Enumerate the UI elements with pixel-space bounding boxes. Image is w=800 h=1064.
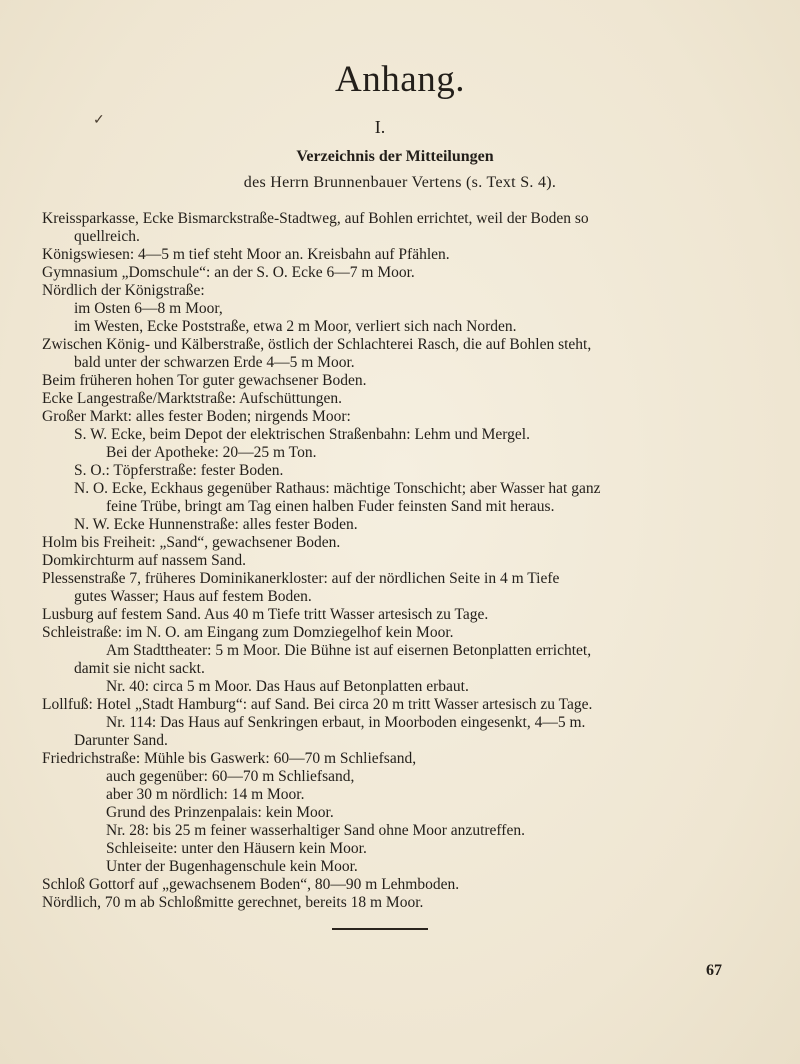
- entry-line: S. W. Ecke, beim Depot der elektrischen Straßenbahn: Lehm und Mergel.: [74, 426, 530, 443]
- entry-line: im Westen, Ecke Poststraße, etwa 2 m Moor, verliert sich nach Norden.: [74, 318, 517, 335]
- entry-list: [42, 210, 722, 912]
- divider-rule: [332, 928, 428, 930]
- entry-line: Grund des Prinzenpalais: kein Moor.: [106, 804, 334, 821]
- entry-line: quellreich.: [74, 228, 140, 245]
- entry-line: feine Trübe, bringt am Tag einen halben Fuder feinsten Sand mit heraus.: [106, 498, 555, 515]
- entry-line: Darunter Sand.: [74, 732, 168, 749]
- entry-line: Holm bis Freiheit: „Sand“, gewachsener Boden.: [42, 534, 341, 551]
- entry-line: Bei der Apotheke: 20—25 m Ton.: [106, 444, 317, 461]
- entry-line: S. O.: Töpferstraße: fester Boden.: [74, 462, 284, 479]
- entry-line: Nördlich der Königstraße:: [42, 282, 205, 299]
- entry-line: Beim früheren hohen Tor guter gewachsener Boden.: [42, 372, 367, 389]
- entry-line: Gymnasium „Domschule“: an der S. O. Ecke 6—7 m Moor.: [42, 264, 415, 281]
- entry-line: Schleistraße: im N. O. am Eingang zum Domziegelhof kein Moor.: [42, 624, 454, 641]
- entry-line: auch gegenüber: 60—70 m Schliefsand,: [106, 768, 355, 785]
- page-number: 67: [706, 962, 722, 979]
- entry-line: Königswiesen: 4—5 m tief steht Moor an. Kreisbahn auf Pfählen.: [42, 246, 450, 263]
- entry-line: im Osten 6—8 m Moor,: [74, 300, 223, 317]
- entry-line: Plessenstraße 7, früheres Dominikanerkloster: auf der nördlichen Seite in 4 m Tiefe: [42, 570, 560, 587]
- entry-line: damit sie nicht sackt.: [74, 660, 205, 677]
- entry-line: Großer Markt: alles fester Boden; nirgends Moor:: [42, 408, 351, 425]
- entry-line: Lollfuß: Hotel „Stadt Hamburg“: auf Sand. Bei circa 20 m tritt Wasser artesisch zu Tage.: [42, 696, 593, 713]
- entry-line: bald unter der schwarzen Erde 4—5 m Moor.: [74, 354, 355, 371]
- entry-line: Nr. 114: Das Haus auf Senkringen erbaut, in Moorboden eingesenkt, 4—5 m.: [106, 714, 586, 731]
- entry-line: Schloß Gottorf auf „gewachsenem Boden“, 80—90 m Lehmboden.: [42, 876, 460, 893]
- entry-line: Schleiseite: unter den Häusern kein Moor.: [106, 840, 367, 857]
- entry-line: Unter der Bugenhagenschule kein Moor.: [106, 858, 358, 875]
- entry-line: N. O. Ecke, Eckhaus gegenüber Rathaus: mächtige Tonschicht; aber Wasser hat ganz: [74, 480, 601, 497]
- entry-line: Ecke Langestraße/Marktstraße: Aufschüttungen.: [42, 390, 342, 407]
- entry-line: Domkirchturm auf nassem Sand.: [42, 552, 247, 569]
- ink-mark: ✓: [93, 113, 105, 128]
- entry-line: Lusburg auf festem Sand. Aus 40 m Tiefe tritt Wasser artesisch zu Tage.: [42, 606, 489, 623]
- entry-line: Zwischen König- und Kälberstraße, östlich der Schlachterei Rasch, die auf Bohlen steht,: [42, 336, 592, 353]
- entry-line: gutes Wasser; Haus auf festem Boden.: [74, 588, 312, 605]
- page-title: Anhang.: [335, 59, 465, 100]
- entry-line: Friedrichstraße: Mühle bis Gaswerk: 60—70 m Schliefsand,: [42, 750, 417, 767]
- entry-line: Kreissparkasse, Ecke Bismarckstraße-Stadtweg, auf Bohlen errichtet, weil der Boden so: [42, 210, 589, 227]
- section-number: I.: [374, 117, 386, 137]
- section-heading: Verzeichnis der Mitteilungen: [296, 148, 494, 165]
- entry-line: aber 30 m nördlich: 14 m Moor.: [106, 786, 305, 803]
- entry-line: Nr. 40: circa 5 m Moor. Das Haus auf Betonplatten erbaut.: [106, 678, 469, 695]
- section-subheading: des Herrn Brunnenbauer Vertens (s. Text S. 4).: [243, 174, 557, 191]
- entry-line: Nördlich, 70 m ab Schloßmitte gerechnet, bereits 18 m Moor.: [42, 894, 424, 911]
- entry-line: Nr. 28: bis 25 m feiner wasserhaltiger Sand ohne Moor anzutreffen.: [106, 822, 525, 839]
- entry-line: Am Stadttheater: 5 m Moor. Die Bühne ist auf eisernen Betonplatten errichtet,: [106, 642, 592, 659]
- entry-line: N. W. Ecke Hunnenstraße: alles fester Boden.: [74, 516, 358, 533]
